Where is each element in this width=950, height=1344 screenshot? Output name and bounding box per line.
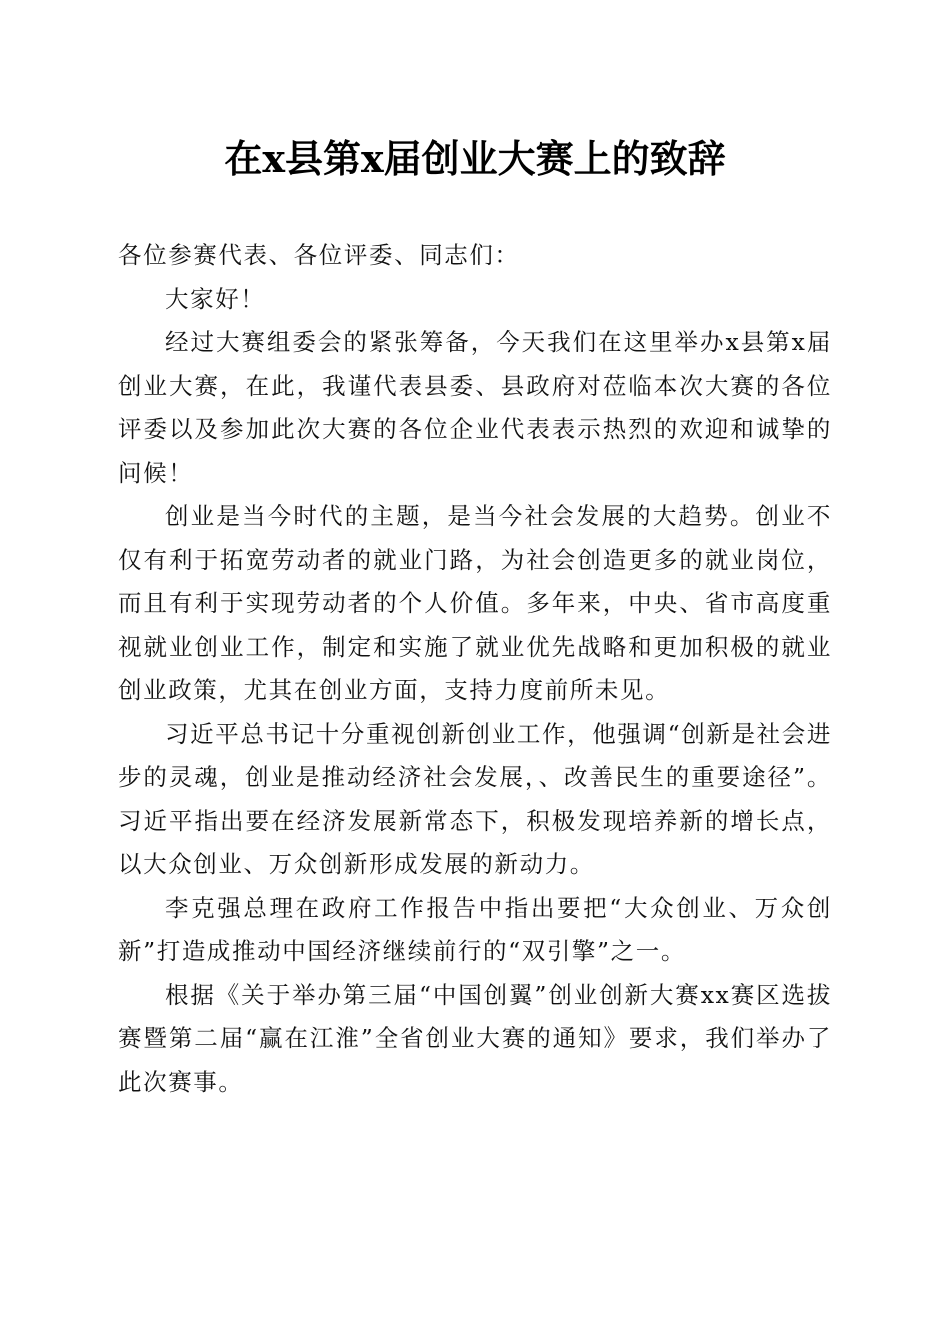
paragraph-welcome: 经过大赛组委会的紧张筹备，今天我们在这里举办x县第x届创业大赛，在此，我谨代表县委、县政府对莅临本次大赛的各位评委以及参加此次大赛的各位企业代表表示热烈的欢迎和诚挚的问候！ <box>118 328 832 487</box>
paragraph-li-keqiang-report: 李克强总理在政府工作报告中指出要把“大众创业、万众创新”打造成推动中国经济继续前行的“双引擎”之一。 <box>118 893 832 965</box>
salutation: 各位参赛代表、各位评委、同志们： <box>118 241 520 269</box>
paragraph-notice-basis: 根据《关于举办第三届“中国创翼”创业创新大赛xx赛区选拔赛暨第二届“赢在江淮”全省创业大赛的通知》要求，我们举办了此次赛事。 <box>118 980 832 1096</box>
paragraph-xi-jinping-quote: 习近平总书记十分重视创新创业工作，他强调“创新是社会进步的灵魂，创业是推动经济社会发展，、改善民生的重要途径”。习近平指出要在经济发展新常态下，积极发现培养新的增长点，以大众创业、万众创新形成发展的新动力。 <box>118 719 832 878</box>
document-body <box>118 234 832 1104</box>
document-title: 在x县第x届创业大赛上的致辞 <box>224 136 726 181</box>
paragraph-entrepreneurship-theme: 创业是当今时代的主题，是当今社会发展的大趋势。创业不仅有利于拓宽劳动者的就业门路，为社会创造更多的就业岗位，而且有利于实现劳动者的个人价值。多年来，中央、省市高度重视就业创业工作，制定和实施了就业优先战略和更加积极的就业创业政策，尤其在创业方面，支持力度前所未见。 <box>118 502 832 704</box>
paragraph-greeting: 大家好！ <box>165 284 266 313</box>
